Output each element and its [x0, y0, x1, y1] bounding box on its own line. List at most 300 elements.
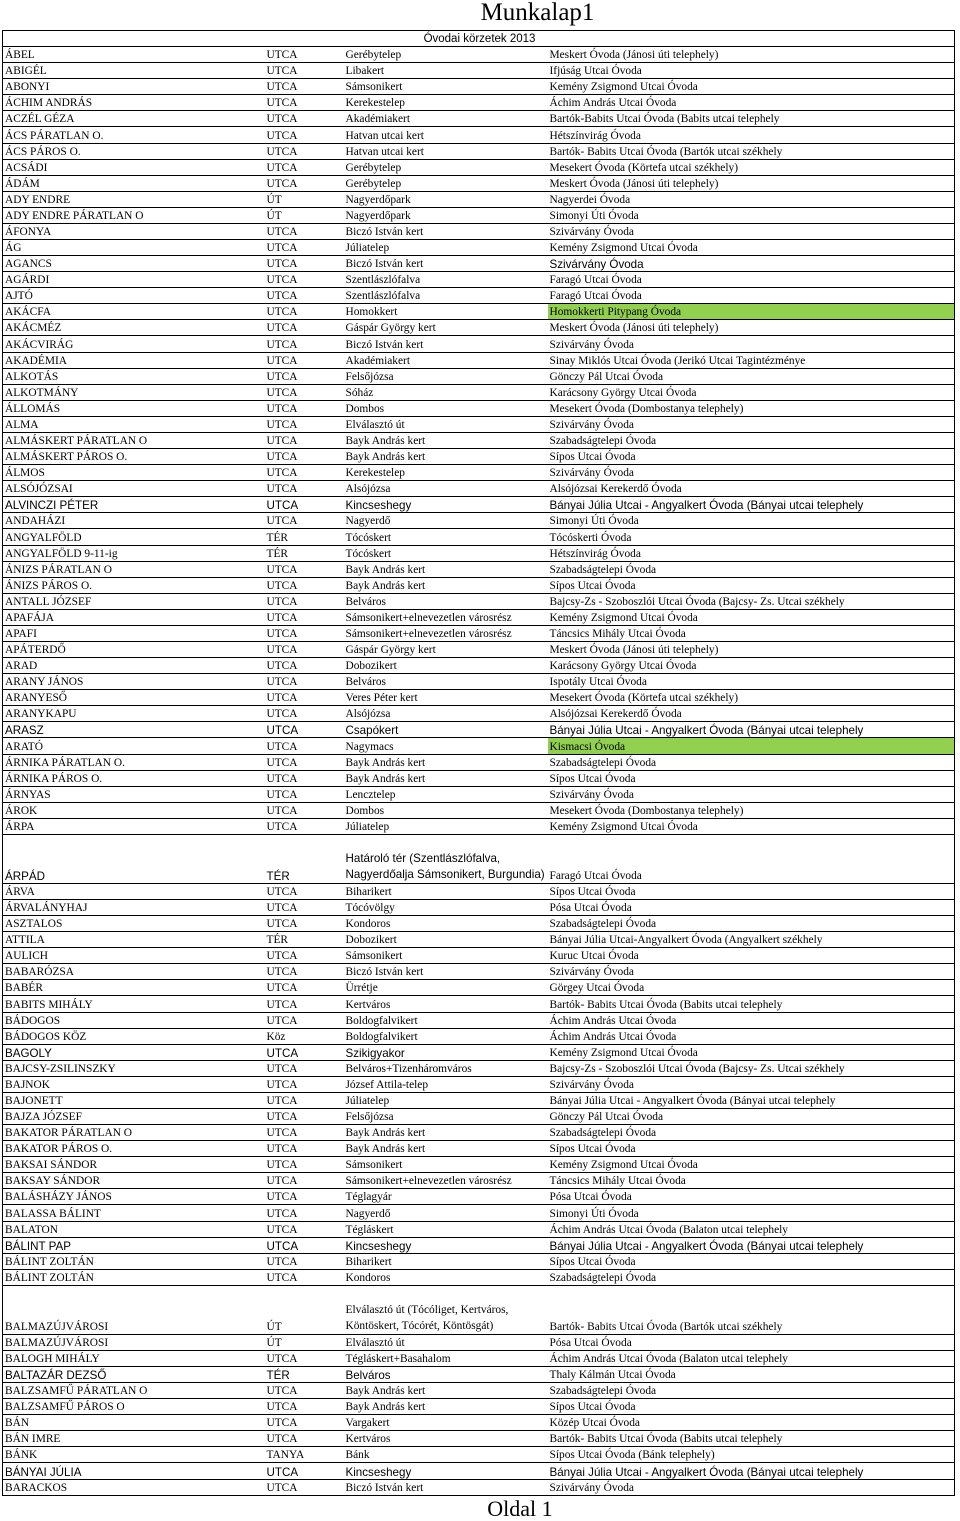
- street-type-cell: UTCA: [265, 641, 344, 657]
- district-cell: Felsőjózsa: [344, 1109, 548, 1125]
- kindergarten-cell: Simonyi Úti Óvoda: [548, 513, 955, 529]
- street-type-cell: UTCA: [265, 818, 344, 834]
- kindergarten-cell: Mesekert Óvoda (Dombostanya telephely): [548, 802, 955, 818]
- district-cell: Homokkert: [344, 304, 548, 320]
- table-row: [3, 818, 955, 834]
- street-type-cell: UTCA: [265, 948, 344, 964]
- table-row: [3, 47, 955, 63]
- district-cell: József Attila-telep: [344, 1076, 548, 1092]
- street-type-cell: TÉR: [265, 545, 344, 561]
- street-name-cell: AKADÉMIA: [3, 352, 265, 368]
- district-cell: Belváros: [344, 593, 548, 609]
- district-cell: Tégláskert+Basahalom: [344, 1350, 548, 1366]
- street-type-cell: UTCA: [265, 288, 344, 304]
- table-row: [3, 690, 955, 706]
- district-cell: Bayk András kert: [344, 1125, 548, 1141]
- table-row: [3, 786, 955, 802]
- kindergarten-cell: Hétszínvirág Óvoda: [548, 545, 955, 561]
- district-cell: Tócóskert: [344, 529, 548, 545]
- street-type-cell: UTCA: [265, 1157, 344, 1173]
- district-cell: Sóház: [344, 384, 548, 400]
- district-cell: Bayk András kert: [344, 770, 548, 786]
- street-type-cell: UTCA: [265, 95, 344, 111]
- table-row: [3, 207, 955, 223]
- street-name-cell: ADY ENDRE PÁRATLAN O: [3, 207, 265, 223]
- street-name-cell: BÁNYAI JÚLIA: [3, 1463, 265, 1479]
- street-type-cell: UTCA: [265, 577, 344, 593]
- street-type-cell: UTCA: [265, 706, 344, 722]
- street-name-cell: ÁRPA: [3, 818, 265, 834]
- table-row: [3, 1463, 955, 1479]
- street-name-cell: BALOGH MIHÁLY: [3, 1350, 265, 1366]
- street-name-cell: ÁROK: [3, 802, 265, 818]
- street-name-cell: BALZSAMFŰ PÁROS O: [3, 1399, 265, 1415]
- street-type-cell: UTCA: [265, 384, 344, 400]
- street-type-cell: UTCA: [265, 674, 344, 690]
- street-type-cell: UTCA: [265, 223, 344, 239]
- street-type-cell: UTCA: [265, 449, 344, 465]
- street-name-cell: ARANY JÁNOS: [3, 674, 265, 690]
- street-type-cell: UTCA: [265, 352, 344, 368]
- street-name-cell: ALMÁSKERT PÁROS O.: [3, 449, 265, 465]
- district-cell: Gerébytelep: [344, 175, 548, 191]
- street-type-cell: UTCA: [265, 1060, 344, 1076]
- district-cell: Belváros: [344, 674, 548, 690]
- kindergarten-cell: Bajcsy-Zs - Szoboszlói Utcai Óvoda (Bajcsy- Zs. Utcai székhely: [548, 593, 955, 609]
- table-row: [3, 1028, 955, 1044]
- table-row: [3, 481, 955, 497]
- street-type-cell: UTCA: [265, 1415, 344, 1431]
- district-cell: Júliatelep: [344, 818, 548, 834]
- street-type-cell: UTCA: [265, 1012, 344, 1028]
- kindergarten-cell: Kemény Zsigmond Utcai Óvoda: [548, 609, 955, 625]
- street-name-cell: ASZTALOS: [3, 916, 265, 932]
- kindergarten-cell: Alsójózsai Kerekerdő Óvoda: [548, 481, 955, 497]
- street-type-cell: UTCA: [265, 432, 344, 448]
- table-row: [3, 1221, 955, 1237]
- district-cell: Júliatelep: [344, 1092, 548, 1108]
- table-row: [3, 1173, 955, 1189]
- district-cell: Szentlászlófalva: [344, 288, 548, 304]
- district-cell: Tócóskert: [344, 545, 548, 561]
- street-name-cell: AULICH: [3, 948, 265, 964]
- street-name-cell: ÁLLOMÁS: [3, 400, 265, 416]
- street-name-cell: AGANCS: [3, 256, 265, 272]
- table-row: [3, 63, 955, 79]
- table-row: [3, 1415, 955, 1431]
- district-cell: Elválasztó út: [344, 416, 548, 432]
- street-name-cell: BALASSA BÁLINT: [3, 1205, 265, 1221]
- table-row: [3, 384, 955, 400]
- street-type-cell: UTCA: [265, 320, 344, 336]
- street-name-cell: ANGYALFÖLD: [3, 529, 265, 545]
- table-row: [3, 320, 955, 336]
- street-name-cell: ANDAHÁZI: [3, 513, 265, 529]
- street-type-cell: UTCA: [265, 143, 344, 159]
- kindergarten-cell: Nagyerdei Óvoda: [548, 191, 955, 207]
- district-cell: Biharikert: [344, 883, 548, 899]
- kindergarten-cell: Pósa Utcai Óvoda: [548, 1334, 955, 1350]
- kindergarten-cell: Szivárvány Óvoda: [548, 1479, 955, 1495]
- street-type-cell: UTCA: [265, 465, 344, 481]
- district-table: [2, 30, 955, 1496]
- district-cell: Bayk András kert: [344, 449, 548, 465]
- table-row: [3, 593, 955, 609]
- district-cell: Lencztelep: [344, 786, 548, 802]
- street-name-cell: AKÁCVIRÁG: [3, 336, 265, 352]
- street-type-cell: TANYA: [265, 1447, 344, 1463]
- street-name-cell: BÁDOGOS KÖZ: [3, 1028, 265, 1044]
- street-name-cell: BAJNOK: [3, 1076, 265, 1092]
- table-row: [3, 609, 955, 625]
- kindergarten-cell: Homokkerti Pitypang Óvoda: [548, 304, 955, 320]
- street-name-cell: BAKSAY SÁNDOR: [3, 1173, 265, 1189]
- street-name-cell: ÁRVA: [3, 883, 265, 899]
- district-cell: Téglagyár: [344, 1189, 548, 1205]
- district-cell: Hatvan utcai kert: [344, 143, 548, 159]
- table-row: [3, 674, 955, 690]
- table-row: [3, 1399, 955, 1415]
- district-cell: Elválasztó út: [344, 1334, 548, 1350]
- street-name-cell: BAJCSY-ZSILINSZKY: [3, 1060, 265, 1076]
- street-name-cell: BALTAZÁR DEZSŐ: [3, 1367, 265, 1383]
- street-type-cell: UTCA: [265, 111, 344, 127]
- district-cell: Kerekestelep: [344, 465, 548, 481]
- kindergarten-cell: Görgey Utcai Óvoda: [548, 980, 955, 996]
- district-cell: Kincseshegy: [344, 1463, 548, 1479]
- district-cell: Bayk András kert: [344, 561, 548, 577]
- kindergarten-cell: Bartók- Babits Utcai Óvoda (Bartók utcai székhely: [548, 1285, 955, 1334]
- street-type-cell: UTCA: [265, 1044, 344, 1060]
- kindergarten-cell: Kemény Zsigmond Utcai Óvoda: [548, 1044, 955, 1060]
- district-cell: Sámsonikert+elnevezetlen városrész: [344, 1173, 548, 1189]
- table-row: [3, 932, 955, 948]
- table-row: [3, 529, 955, 545]
- district-cell: Gáspár György kert: [344, 641, 548, 657]
- street-name-cell: ALMA: [3, 416, 265, 432]
- table-row: [3, 127, 955, 143]
- district-cell: Júliatelep: [344, 240, 548, 256]
- district-cell: Szikigyakor: [344, 1044, 548, 1060]
- street-name-cell: BAJZA JÓZSEF: [3, 1109, 265, 1125]
- table-row: [3, 899, 955, 915]
- street-type-cell: ÚT: [265, 207, 344, 223]
- table-row: [3, 1076, 955, 1092]
- street-name-cell: ADY ENDRE: [3, 191, 265, 207]
- kindergarten-cell: Meskert Óvoda (Jánosi úti telephely): [548, 47, 955, 63]
- kindergarten-cell: Szivárvány Óvoda: [548, 1076, 955, 1092]
- street-name-cell: ALKOTMÁNY: [3, 384, 265, 400]
- street-type-cell: UTCA: [265, 786, 344, 802]
- kindergarten-cell: Karácsony György Utcai Óvoda: [548, 384, 955, 400]
- kindergarten-cell: Sinay Miklós Utcai Óvoda (Jerikó Utcai Tagintézménye: [548, 352, 955, 368]
- kindergarten-cell: Pósa Utcai Óvoda: [548, 1189, 955, 1205]
- kindergarten-cell: Szivárvány Óvoda: [548, 465, 955, 481]
- district-cell: Hatvan utcai kert: [344, 127, 548, 143]
- street-type-cell: ÚT: [265, 1285, 344, 1334]
- district-cell: Biharikert: [344, 1253, 548, 1269]
- table-row: [3, 95, 955, 111]
- kindergarten-cell: Szivárvány Óvoda: [548, 964, 955, 980]
- street-name-cell: ALSÓJÓZSAI: [3, 481, 265, 497]
- district-cell: Tégláskert: [344, 1221, 548, 1237]
- kindergarten-cell: Szivárvány Óvoda: [548, 223, 955, 239]
- district-cell: Nagymacs: [344, 738, 548, 754]
- street-type-cell: UTCA: [265, 561, 344, 577]
- kindergarten-cell: Sípos Utcai Óvoda: [548, 883, 955, 899]
- district-cell: Kincseshegy: [344, 1237, 548, 1253]
- district-cell: Sámsonikert: [344, 79, 548, 95]
- district-cell: Biczó István kert: [344, 964, 548, 980]
- kindergarten-cell: Szabadságtelepi Óvoda: [548, 1125, 955, 1141]
- kindergarten-cell: Bányai Júlia Utcai - Angyalkert Óvoda (Bányai utcai telephely: [548, 497, 955, 513]
- street-name-cell: BAKATOR PÁROS O.: [3, 1141, 265, 1157]
- district-cell: Kondoros: [344, 1269, 548, 1285]
- district-cell: Kerekestelep: [344, 95, 548, 111]
- table-row: [3, 948, 955, 964]
- district-cell: Boldogfalvikert: [344, 1012, 548, 1028]
- street-type-cell: UTCA: [265, 1109, 344, 1125]
- kindergarten-cell: Szivárvány Óvoda: [548, 786, 955, 802]
- table-row: [3, 175, 955, 191]
- kindergarten-cell: Áchim András Utcai Óvoda: [548, 1012, 955, 1028]
- table-row: [3, 400, 955, 416]
- kindergarten-cell: Bányai Júlia Utcai - Angyalkert Óvoda (Bányai utcai telephely: [548, 1092, 955, 1108]
- table-row: [3, 1350, 955, 1366]
- table-row: [3, 304, 955, 320]
- street-name-cell: ARATÓ: [3, 738, 265, 754]
- district-cell: Felsőjózsa: [344, 368, 548, 384]
- kindergarten-cell: Bajcsy-Zs - Szoboszlói Utcai Óvoda (Bajcsy- Zs. Utcai székhely: [548, 1060, 955, 1076]
- street-type-cell: UTCA: [265, 738, 344, 754]
- street-name-cell: BÁLINT ZOLTÁN: [3, 1253, 265, 1269]
- street-name-cell: ÁDÁM: [3, 175, 265, 191]
- district-cell: Határoló tér (Szentlászlófalva, Nagyerdőalja Sámsonikert, Burgundia): [344, 834, 548, 883]
- table-row: [3, 641, 955, 657]
- street-name-cell: BÁNK: [3, 1447, 265, 1463]
- kindergarten-cell: Ifjúság Utcai Óvoda: [548, 63, 955, 79]
- street-type-cell: UTCA: [265, 1173, 344, 1189]
- street-type-cell: UTCA: [265, 47, 344, 63]
- street-name-cell: BABÉR: [3, 980, 265, 996]
- street-type-cell: UTCA: [265, 400, 344, 416]
- kindergarten-cell: Ispotály Utcai Óvoda: [548, 674, 955, 690]
- table-row: [3, 1012, 955, 1028]
- table-row: [3, 754, 955, 770]
- district-cell: Belváros+Tizenháromváros: [344, 1060, 548, 1076]
- kindergarten-cell: Áchim András Utcai Óvoda: [548, 95, 955, 111]
- street-name-cell: ÁG: [3, 240, 265, 256]
- street-type-cell: UTCA: [265, 175, 344, 191]
- district-cell: Bánk: [344, 1447, 548, 1463]
- district-cell: Kertváros: [344, 996, 548, 1012]
- street-name-cell: ANGYALFÖLD 9-11-ig: [3, 545, 265, 561]
- kindergarten-cell: Táncsics Mihály Utcai Óvoda: [548, 625, 955, 641]
- table-row: [3, 625, 955, 641]
- street-name-cell: BAJONETT: [3, 1092, 265, 1108]
- street-type-cell: UTCA: [265, 416, 344, 432]
- district-cell: Bayk András kert: [344, 577, 548, 593]
- street-name-cell: ÁFONYA: [3, 223, 265, 239]
- street-name-cell: ÁLMOS: [3, 465, 265, 481]
- street-name-cell: ACSÁDI: [3, 159, 265, 175]
- kindergarten-cell: Áchim András Utcai Óvoda (Balaton utcai telephely: [548, 1221, 955, 1237]
- district-cell: Bayk András kert: [344, 1399, 548, 1415]
- street-name-cell: BALZSAMFŰ PÁRATLAN O: [3, 1383, 265, 1399]
- table-row: [3, 1334, 955, 1350]
- street-type-cell: UTCA: [265, 899, 344, 915]
- street-name-cell: ALMÁSKERT PÁRATLAN O: [3, 432, 265, 448]
- table-row: [3, 449, 955, 465]
- district-cell: Belváros: [344, 1367, 548, 1383]
- street-type-cell: UTCA: [265, 1399, 344, 1415]
- street-name-cell: ÁRVALÁNYHAJ: [3, 899, 265, 915]
- street-name-cell: ÁCHIM ANDRÁS: [3, 95, 265, 111]
- street-type-cell: TÉR: [265, 1367, 344, 1383]
- street-type-cell: UTCA: [265, 1431, 344, 1447]
- kindergarten-cell: Szabadságtelepi Óvoda: [548, 916, 955, 932]
- kindergarten-cell: Pósa Utcai Óvoda: [548, 899, 955, 915]
- table-row: [3, 288, 955, 304]
- street-name-cell: BÁN IMRE: [3, 1431, 265, 1447]
- kindergarten-cell: Kemény Zsigmond Utcai Óvoda: [548, 79, 955, 95]
- street-type-cell: UTCA: [265, 722, 344, 738]
- kindergarten-cell: Kuruc Utcai Óvoda: [548, 948, 955, 964]
- street-name-cell: ÁNIZS PÁRATLAN O: [3, 561, 265, 577]
- street-name-cell: BABITS MIHÁLY: [3, 996, 265, 1012]
- kindergarten-cell: Sípos Utcai Óvoda: [548, 1141, 955, 1157]
- district-cell: Nagyerdő: [344, 513, 548, 529]
- street-name-cell: BALMAZÚJVÁROSI: [3, 1285, 265, 1334]
- street-name-cell: ÁCS PÁROS O.: [3, 143, 265, 159]
- street-name-cell: ANTALL JÓZSEF: [3, 593, 265, 609]
- street-name-cell: ÁCS PÁRATLAN O.: [3, 127, 265, 143]
- table-row: [3, 1285, 955, 1334]
- street-name-cell: ALVINCZI PÉTER: [3, 497, 265, 513]
- table-row: [3, 577, 955, 593]
- table-row: [3, 1269, 955, 1285]
- kindergarten-cell: Szabadságtelepi Óvoda: [548, 432, 955, 448]
- street-name-cell: ATTILA: [3, 932, 265, 948]
- street-type-cell: UTCA: [265, 79, 344, 95]
- table-row: [3, 802, 955, 818]
- street-type-cell: UTCA: [265, 1125, 344, 1141]
- district-cell: Gáspár György kert: [344, 320, 548, 336]
- street-name-cell: AGÁRDI: [3, 272, 265, 288]
- district-cell: Sámsonikert: [344, 948, 548, 964]
- district-cell: Biczó István kert: [344, 1479, 548, 1495]
- table-row: [3, 561, 955, 577]
- street-type-cell: UTCA: [265, 996, 344, 1012]
- table-row: [3, 416, 955, 432]
- street-name-cell: BARACKOS: [3, 1479, 265, 1495]
- street-name-cell: ABIGÉL: [3, 63, 265, 79]
- district-cell: Vargakert: [344, 1415, 548, 1431]
- kindergarten-cell: Szivárvány Óvoda: [548, 256, 955, 272]
- table-title: Óvodai körzetek 2013: [3, 31, 955, 47]
- street-name-cell: BALÁSHÁZY JÁNOS: [3, 1189, 265, 1205]
- table-row: [3, 159, 955, 175]
- street-type-cell: UTCA: [265, 1141, 344, 1157]
- table-row: [3, 1044, 955, 1060]
- street-type-cell: UTCA: [265, 1076, 344, 1092]
- table-row: [3, 256, 955, 272]
- street-name-cell: APAFÁJA: [3, 609, 265, 625]
- kindergarten-cell: Simonyi Úti Óvoda: [548, 207, 955, 223]
- kindergarten-cell: Kemény Zsigmond Utcai Óvoda: [548, 818, 955, 834]
- street-type-cell: UTCA: [265, 272, 344, 288]
- kindergarten-cell: Sípos Utcai Óvoda: [548, 449, 955, 465]
- street-type-cell: UTCA: [265, 754, 344, 770]
- street-name-cell: BÁDOGOS: [3, 1012, 265, 1028]
- district-cell: Sámsonikert: [344, 1157, 548, 1173]
- district-cell: Akadémiakert: [344, 352, 548, 368]
- street-type-cell: UTCA: [265, 63, 344, 79]
- table-row: [3, 916, 955, 932]
- street-type-cell: UTCA: [265, 1237, 344, 1253]
- street-type-cell: UTCA: [265, 770, 344, 786]
- table-row: [3, 722, 955, 738]
- kindergarten-cell: Faragó Utcai Óvoda: [548, 288, 955, 304]
- street-type-cell: UTCA: [265, 916, 344, 932]
- district-cell: Sámsonikert+elnevezetlen városrész: [344, 625, 548, 641]
- street-name-cell: ÁNIZS PÁROS O.: [3, 577, 265, 593]
- street-name-cell: ABONYI: [3, 79, 265, 95]
- district-cell: Dombos: [344, 802, 548, 818]
- table-row: [3, 1253, 955, 1269]
- street-type-cell: UTCA: [265, 256, 344, 272]
- street-type-cell: UTCA: [265, 883, 344, 899]
- street-type-cell: ÚT: [265, 191, 344, 207]
- table-row: [3, 770, 955, 786]
- street-type-cell: UTCA: [265, 240, 344, 256]
- table-row: [3, 658, 955, 674]
- street-type-cell: UTCA: [265, 802, 344, 818]
- kindergarten-cell: Szabadságtelepi Óvoda: [548, 561, 955, 577]
- district-cell: Kertváros: [344, 1431, 548, 1447]
- table-row: [3, 1447, 955, 1463]
- street-name-cell: BALATON: [3, 1221, 265, 1237]
- table-row: [3, 223, 955, 239]
- kindergarten-cell: Sípos Utcai Óvoda: [548, 770, 955, 786]
- street-type-cell: TÉR: [265, 834, 344, 883]
- street-name-cell: ÁRPÁD: [3, 834, 265, 883]
- district-cell: Biczó István kert: [344, 256, 548, 272]
- kindergarten-cell: Szivárvány Óvoda: [548, 416, 955, 432]
- district-cell: Biczó István kert: [344, 223, 548, 239]
- street-type-cell: UTCA: [265, 964, 344, 980]
- district-cell: Boldogfalvikert: [344, 1028, 548, 1044]
- kindergarten-cell: Gönczy Pál Utcai Óvoda: [548, 1109, 955, 1125]
- street-type-cell: TÉR: [265, 529, 344, 545]
- kindergarten-cell: Faragó Utcai Óvoda: [548, 834, 955, 883]
- kindergarten-cell: Sípos Utcai Óvoda: [548, 1399, 955, 1415]
- table-row: [3, 497, 955, 513]
- street-type-cell: UTCA: [265, 336, 344, 352]
- street-type-cell: UTCA: [265, 1479, 344, 1495]
- street-type-cell: UTCA: [265, 593, 344, 609]
- table-row: [3, 1125, 955, 1141]
- table-row: [3, 513, 955, 529]
- table-row: [3, 272, 955, 288]
- table-row: [3, 1237, 955, 1253]
- table-row: [3, 240, 955, 256]
- district-cell: Nagyerdőpark: [344, 191, 548, 207]
- street-type-cell: UTCA: [265, 513, 344, 529]
- table-row: [3, 111, 955, 127]
- street-name-cell: BAKATOR PÁRATLAN O: [3, 1125, 265, 1141]
- district-cell: Csapókert: [344, 722, 548, 738]
